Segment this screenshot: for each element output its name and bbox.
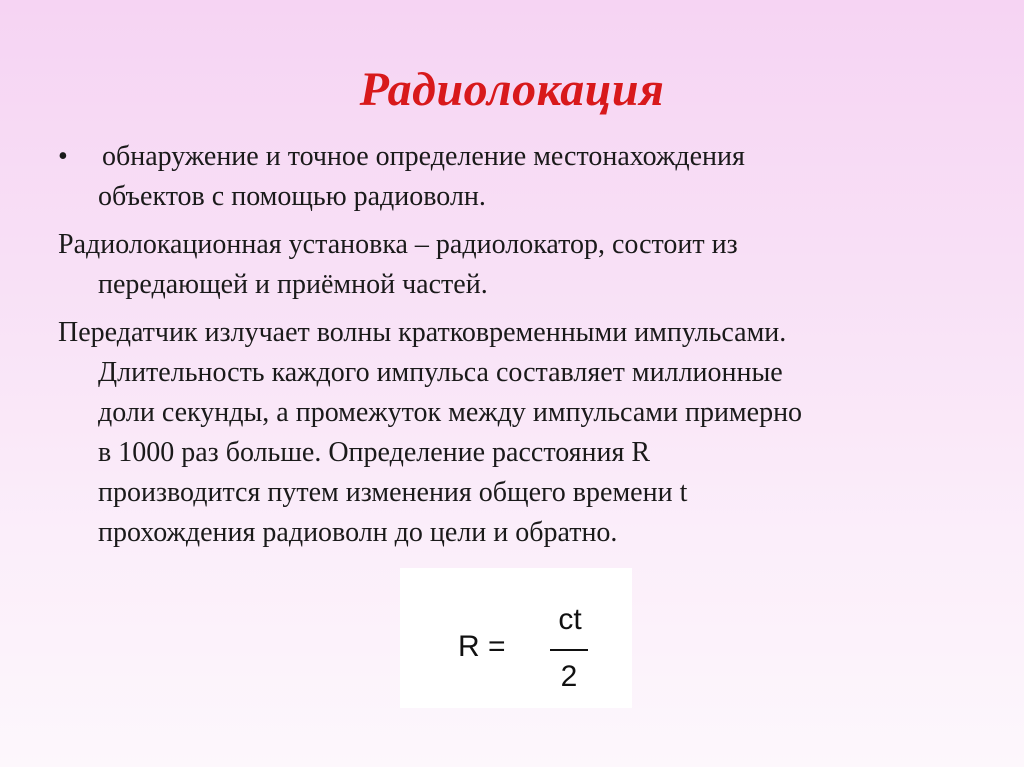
slide-title: Радиолокация [359, 63, 665, 116]
bullet-marker: • [58, 141, 68, 172]
fraction-bar [550, 649, 588, 651]
paragraph-setup [58, 225, 988, 305]
paragraph-setup-line-2: передающей и приёмной частей. [98, 269, 488, 300]
bullet-line-1: обнаружение и точное определение местонахождения [102, 141, 745, 172]
paragraph-transmitter-line-1: Передатчик излучает волны кратковременными импульсами. [58, 317, 787, 348]
paragraph-transmitter-line-4: в 1000 раз больше. Определение расстояния R [98, 437, 651, 468]
paragraph-transmitter-line-3: доли секунды, а промежуток между импульсами примерно [98, 397, 803, 428]
bullet-line-2: объектов с помощью радиоволн. [98, 181, 486, 212]
bullet-text [98, 137, 978, 217]
paragraph-transmitter [58, 313, 988, 553]
formula-denominator: 2 [560, 660, 578, 693]
formula-lhs: R = [458, 630, 506, 663]
formula-numerator: ct [558, 603, 582, 636]
paragraph-transmitter-line-5: производится путем изменения общего времени t [98, 477, 688, 508]
paragraph-transmitter-line-6: прохождения радиоволн до цели и обратно. [98, 517, 618, 548]
paragraph-transmitter-line-2: Длительность каждого импульса составляет миллионные [98, 357, 783, 388]
formula-box [400, 568, 632, 708]
range-formula [400, 568, 632, 708]
paragraph-setup-line-1: Радиолокационная установка – радиолокатор, состоит из [58, 229, 738, 260]
